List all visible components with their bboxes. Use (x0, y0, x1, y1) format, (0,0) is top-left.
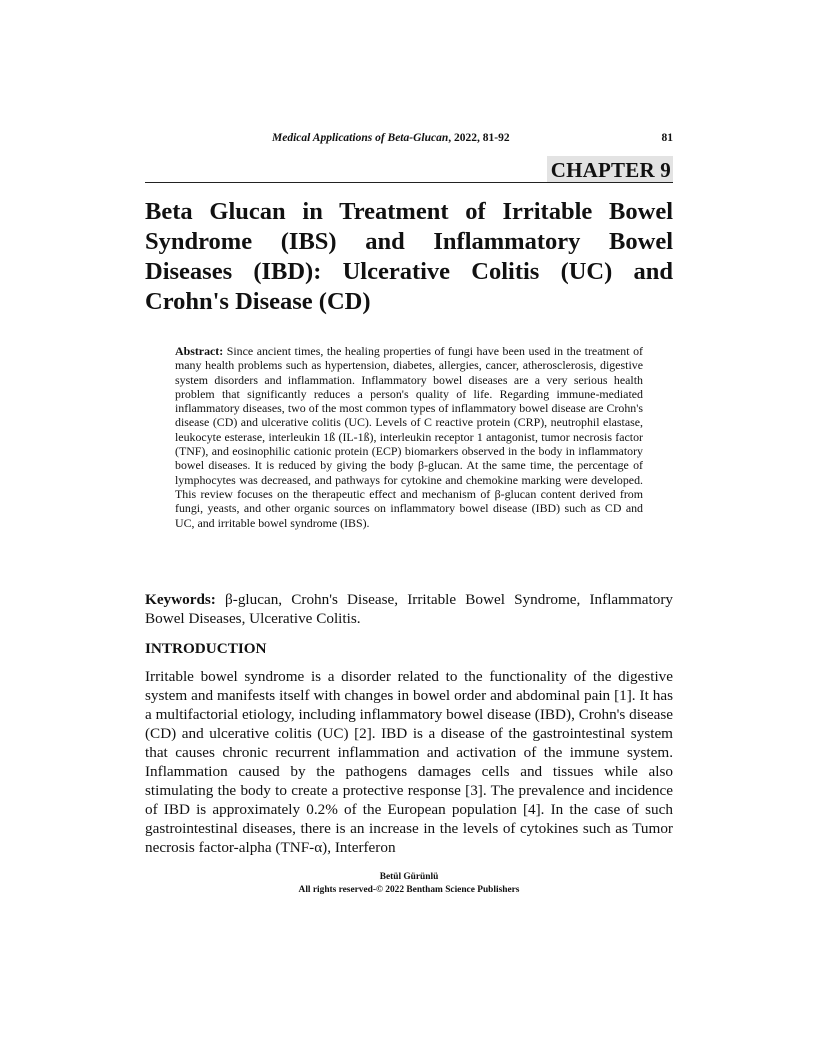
journal-title: Medical Applications of Beta-Glucan (272, 132, 449, 144)
section-heading-introduction: INTRODUCTION (145, 640, 267, 657)
chapter-label: CHAPTER 9 (547, 156, 673, 183)
keywords (145, 590, 673, 628)
paper-page (145, 0, 673, 1056)
keywords-text: β-glucan, Crohn's Disease, Irritable Bowel Syndrome, Inflammatory Bowel Diseases, Ulcerative Colitis. (145, 591, 673, 627)
chapter-rule (145, 182, 673, 183)
footer-author: Betül Gürünlü (379, 872, 439, 882)
abstract-label: Abstract: (175, 344, 224, 358)
page-number: 81 (661, 132, 673, 144)
page-footer (145, 871, 673, 897)
abstract-text: Since ancient times, the healing properties of fungi have been used in the treatment of many health problems such as hypertension, diabetes, allergies, cancer, atherosclerosis, digestive system disorders and inflammation. Inflammatory bowel diseases are a very serious health problem that significantly reduces a person's quality of life. Regarding immune-mediated inflammatory diseases, two of the most common types of inflammatory bowel disease are Crohn's disease (CD) and ulcerative colitis (UC). Levels of C reactive protein (CRP), neutrophil elastase, leukocyte esterase, interleukin 1ß (IL-1ß), interleukin receptor 1 antagonist, tumor necrosis factor (TNF), and eosinophilic cationic protein (ECP) biomarkers observed in the body in inflammatory bowel diseases. It is reduced by giving the body β-glucan. At the same time, the percentage of lymphocytes was decreased, and pathways for cytokine and chemokine marking were developed. This review focuses on the therapeutic effect and mechanism of β-glucan content derived from fungi, yeasts, and other organic sources on inflammatory bowel disease (IBD) such as CD and UC, and irritable bowel syndrome (IBS). (175, 344, 643, 530)
journal-citation (272, 132, 510, 144)
footer-copyright: All rights reserved-© 2022 Bentham Science Publishers (298, 885, 520, 895)
chapter-title: Beta Glucan in Treatment of Irritable Bowel Syndrome (IBS) and Inflammatory Bowel Diseases (IBD): Ulcerative Colitis (UC) and Crohn's Disease (CD) (145, 198, 673, 315)
running-head (145, 132, 673, 148)
keywords-label: Keywords: (145, 591, 216, 608)
introduction-paragraph: Irritable bowel syndrome is a disorder related to the functionality of the digestive system and manifests itself with changes in bowel order and abdominal pain [1]. It has a multifactorial etiology, including inflammatory bowel disease (IBD), Crohn's disease (CD) and ulcerative colitis (UC) [2]. IBD is a disease of the gastrointestinal system that causes chronic recurrent inflammation and activation of the immune system. Inflammation caused by the pathogens damages cells and tissues while also stimulating the body to create a protective response [3]. The prevalence and incidence of IBD is approximately 0.2% of the European population [4]. In the case of such gastrointestinal diseases, there is an increase in the levels of cytokines such as Tumor necrosis factor-alpha (TNF-α), Interferon (145, 668, 673, 856)
journal-year-pages: , 2022, 81-92 (448, 132, 510, 144)
abstract (175, 344, 643, 530)
